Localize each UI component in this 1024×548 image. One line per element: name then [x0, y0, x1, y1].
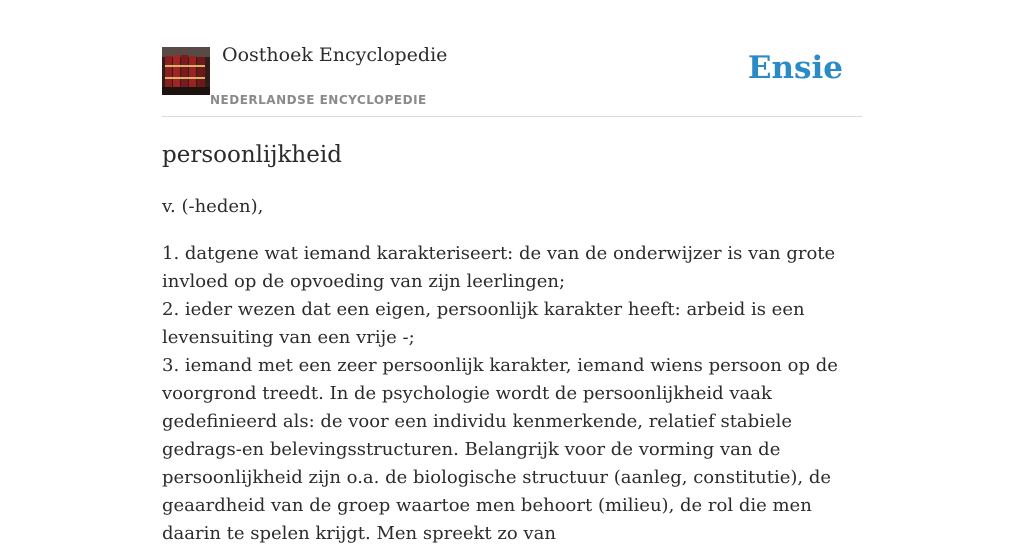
definition-item: 3. iemand met een zeer persoonlijk karakter, iemand wiens persoon op de voorgrond treedt. In de psychologie wordt de persoonlijkheid vaak gedefinieerd als: de voor een individu kenmerkende, relatief stabiele gedrags-en belevingsstructuren. Belangrijk voor de vorming van de persoonlijkheid zijn o.a. de biologische structuur (aanleg, constitutie), de geaardheid van de groep waartoe men behoort (milieu), de rol die men daarin te spelen krijgt. Men spreekt zo van: [162, 355, 838, 544]
entry-definitions: [162, 240, 865, 548]
definition-item: 1. datgene wat iemand karakteriseert: de van de onderwijzer is van grote invloed op de opvoeding van zijn leerlingen;: [162, 243, 836, 292]
entry-grammar: v. (-heden),: [162, 196, 264, 217]
definition-item: 2. ieder wezen dat een eigen, persoonlijk karakter heeft: arbeid is een levensuiting van een vrije -;: [162, 299, 805, 348]
brand-logo-link[interactable]: Ensie: [747, 50, 843, 86]
site-header: [162, 0, 862, 117]
site-subtitle: NEDERLANDSE ENCYCLOPEDIE: [210, 93, 427, 107]
encyclopedia-books-icon[interactable]: [162, 47, 210, 95]
site-title-link[interactable]: Oosthoek Encyclopedie: [222, 44, 448, 66]
entry-title: persoonlijkheid: [162, 142, 342, 168]
encyclopedia-books-image: [162, 47, 210, 95]
entry-content: [162, 137, 865, 548]
